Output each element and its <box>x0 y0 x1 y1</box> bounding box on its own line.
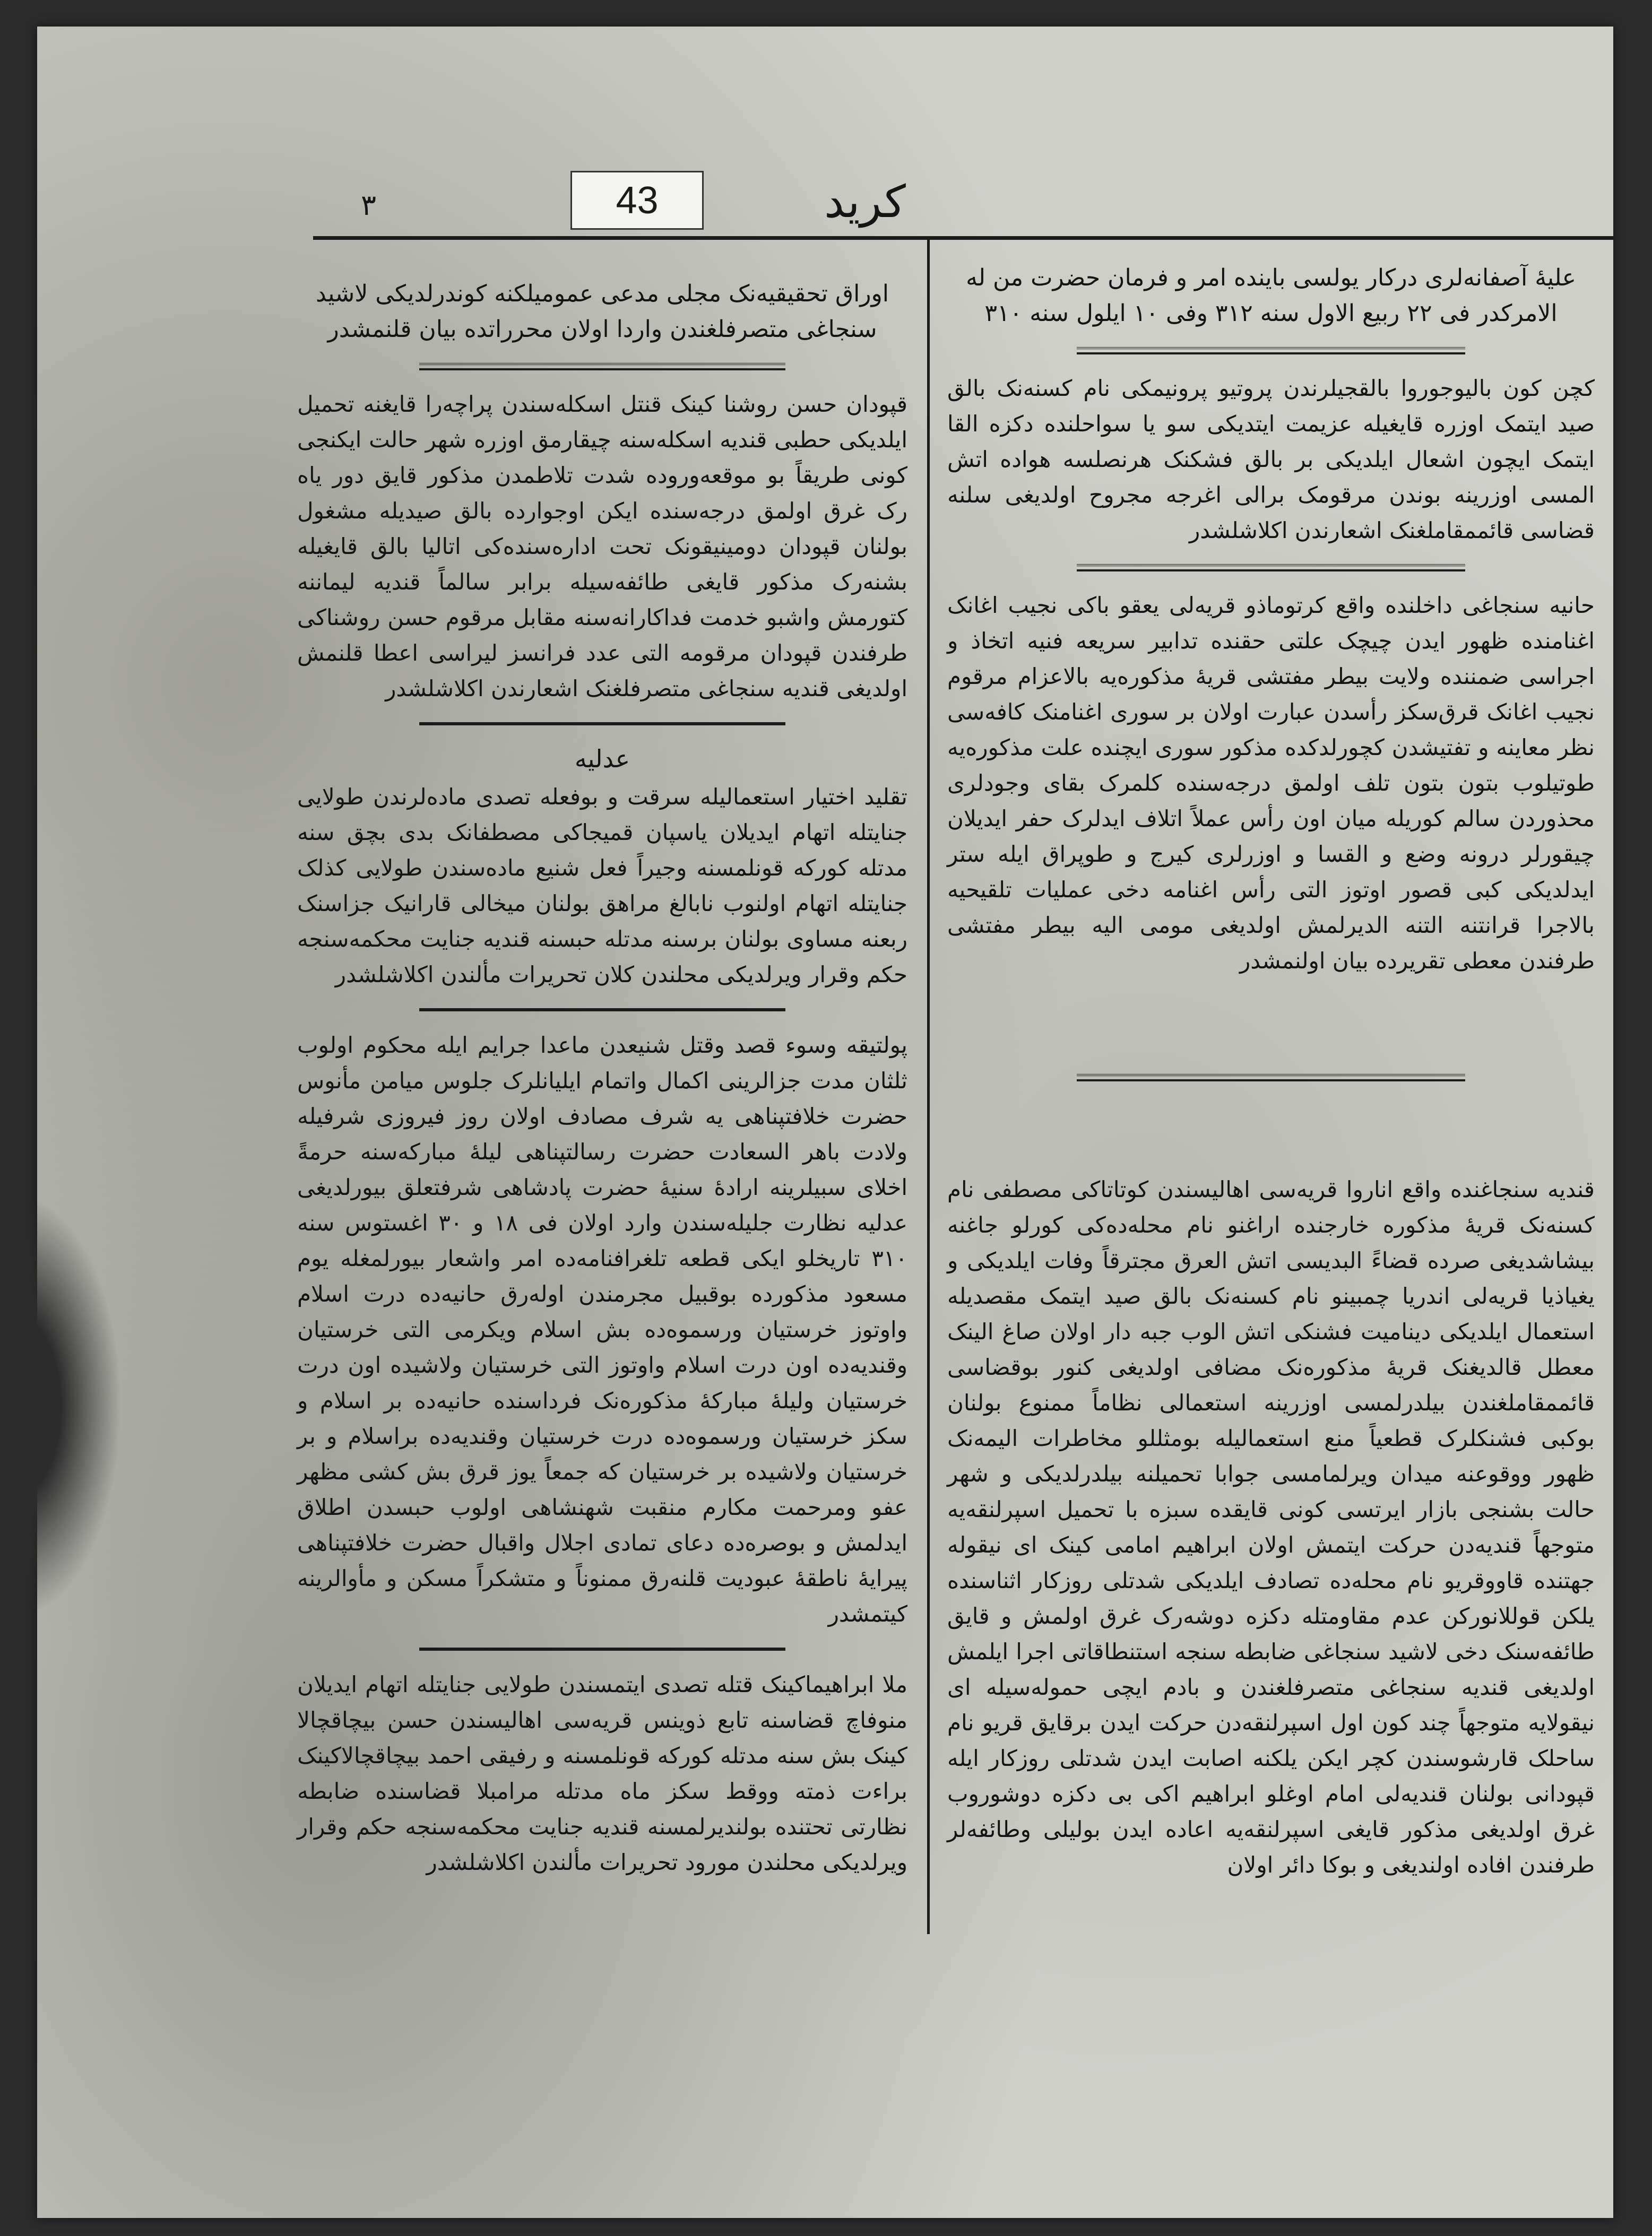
article-paragraph: حانیه سنجاغی داخلنده واقع کرتوماذو قریه‌لی یعقو باکی نجیب اغانک اغنامنده ظهور ایدن چیچک علتی حقنده تدابیر سریعه فنیه اتخاذ و اجراسی ضمننده ولایت بیطر مفتشی قریهٔ مذکوره‌یه بالاعزام مرقوم نجیب اغانک قرق‌سکز رأسدن عبارت اولان بر سوری اغنامنک کافه‌سی نظر معاینه و تفتیشدن کچورلدکده مذکور سوری ایچنده علت مذکوره‌یه طوتیلوب بتون بتون تلف اولمق درجه‌سنده کلمرک بقای وجودلری محذوردن سالم کوریله میان اون رأس عملاً اتلاف ایدلرک حفر ایدیلان چیقورلر درونه وضع و القسا و اوزرلری کیرج و طوپراق ایله ستر ایدلدیکی کبی قصور اوتوز التی رأس اغنامه دخی عملیات تلقیحیه بالاجرا قرانتنه التنه الدیرلمش اولدیغی مومی الیه بیطر مفتشی طرفندن معطی تقریرده بیان اولنمشدر <box>947 592 1595 974</box>
article-paragraph: قندیه سنجاغنده واقع اناروا قریه‌سی اهالیسندن کوتاتاکی مصطفی نام کسنه‌نک قریهٔ مذکوره خارجنده اراغنو نام محله‌ده‌کی کورلو جاغنه بیشاشدیغی صرده قضاءً البدیسی اتش العرق مجترقاً وفات ایلدیکی و یغیاذیا قریه‌لی اندریا چمبینو نام کسنه‌نک بالق صید ایتمک مقصدیله استعمال ایلدیکی دینامیت فشنکی اتش الوب جبه دار اولان صاغ الینک معطل قالدیغنک قریهٔ مذکوره‌نک مضافی اولدیغی کنور بوقضاسی قائممقاملغندن بیلدرلمسی اوزرینه استعمالی نظاماً ممنوع بولنان بوکبی فشنکلرک قطعیاً منع استعمالیله بومثللو مخاطرات الیمه‌نک ظهور ووقوعنه میدان ویرلمامسی جوابا تحمیلنه بیلدرلدیکی و شهر حالت بشنجی بازار ایرتسی کونی قایقده سبزه با تحمیل اسپرلنقه‌یه متوجهاً قندیه‌دن حرکت ایتمش اولان ابراهیم امامی کینک ای نیقوله جهتنده قاووقریو نام محله‌ده تصادف ایلدیکی شدتلی روزکار اثناسنده یلکن قوللانورکن عدم مقاومتله دکزه دوشه‌رک غرق اولمش و قایق طائفه‌سنک دخی لاشید سنجاغی ضابطه سنجه استنطاقاتی اجرا ایلمش اولدیغی قندیه سنجاغی متصرفلغندن و بادم ایچی حموله‌سیله ای نیقولایه متوجهاً چند کون اول اسپرلنقه‌دن حرکت ایدن برقایق قریو نام ساحلک قارشوسندن کچر ایکن یلکنه اصابت ایدن شدتلی روزکار ایله قپودانی بولنان قندیه‌لی امام اوغلو ابراهیم اکی بی دکزه دوشوروب غرق اولدیغی مذکور قایغی اسپرلنقه‌یه اعاده ایدن بولیلی وطائفه‌لر طرفندن افاده اولندیغی و بوکا دائر اولان <box>947 1176 1595 1878</box>
issue-page-number: ٣ <box>361 188 377 222</box>
left-column <box>297 276 907 1885</box>
masthead-title <box>732 170 998 233</box>
separator <box>1077 347 1465 354</box>
torn-edge <box>16 1194 122 1618</box>
page-number-label <box>570 171 704 230</box>
page-number-text: 43 <box>616 179 659 222</box>
header-rule <box>313 236 1613 240</box>
article-paragraph: تقلید اختیار استعمالیله سرقت و بوفعله تصدی ماده‌لرندن طولایی جنایتله اتهام ایدیلان یاسپان قمیجاکی مصطفانک بدی بچق سنه مدتله کورکه قونلمسنه وجیراً فعل شنیع ماده‌سندن طولایی کذلک جنایتله اتهام اولنوب نابالغ مراهق بولنان میخالی قارانیک جزاسنک ربعنه مساوی بولنان برسنه مدتله حبسنه قندیه جنایت محکمه‌سنجه حکم وقرار ویرلدیکی محلندن کلان تحریرات مألندن اکلاشلشدر <box>297 784 907 987</box>
article-paragraph: کچن کون بالیوجوروا بالقجیلرندن پروتیو پرونیمکی نام کسنه‌نک بالق صید ایتمک اوزره قایغیله عزیمت ایتدیکی سو یا سواحلنده دکزه القا ایتمک ایچون اشعال ایلدیکی بر بالق فشکنک هرنصلسه هواده اتش المسی اوزرینه بوندن مرقومک برالی اغرجه مجروح اولدیغی سلنه قضاسی قائممقاملغنک اشعارندن اکلاشلشدر <box>947 375 1595 543</box>
section-title-judiciary: عدلیه <box>574 744 630 773</box>
column-divider <box>927 236 930 1934</box>
right-column-headline: علیهٔ آصفانه‌لری درکار یولسی باینده امر و فرمان حضرت من له الامرکدر فی ٢٢ ربیع الاول سنه ٣١٢ وفی ١٠ ایلول سنه ٣١٠ <box>966 264 1576 327</box>
spacer <box>947 1097 1595 1172</box>
right-column <box>947 260 1595 1888</box>
separator <box>1077 564 1465 571</box>
separator <box>1077 1074 1465 1081</box>
article-paragraph: پولتیقه وسوء قصد وقتل شنیعدن ماعدا جرایم ایله محکوم اولوب ثلثان مدت جزالرینی اکمال واتمام ایلیانلرک جلوس میامن مأنوس حضرت خلافتپناهی یه شرف مصادف اولان روز فیروزی شرفیله ولادت باهر السعادت حضرت رسالتپناهی لیلهٔ مبارکه‌سنه حرمةً اخلای سبیلرینه ارادهٔ سنیهٔ حضرت پادشاهی شرفتعلق بیورلدیغی عدلیه نظارت جلیله‌سندن وارد اولان فی ١٨ و ٣٠ اغستوس سنه ٣١٠ تاریخلو ایکی قطعه تلغرافنامه‌ده امر واشعار بیورلمغله یوم مسعود مذکورده بوقبیل مجرمندن اوله‌رق حانیه‌ده درت اسلام واوتوز خرستیان ورسموه‌ده بش اسلام ویکرمی التی خرستیان وقندیه‌ده اون درت اسلام واوتوز التی خرستیان ولاشیده اون درت خرستیان ولیلهٔ مبارکهٔ مذکوره‌نک فرداسنده حانیه‌ده بر اسلام و سکز خرستیان ورسموه‌ده درت خرستیان وقندیه‌ده براسلام و بر خرستیان ولاشیده بر خرستیان که جمعاً یوز قرق بش کشی مظهر عفو ومرحمت مکارم منقبت شهنشاهی اولوب حبسدن اطلاق ایدلمش و بوصره‌ده دعای تمادی اجلال واقبال حضرت خلافتپناهی پیرایهٔ ناطقهٔ عبودیت قلنه‌رق ممنوناً و متشکراً مسکن و مأوالرینه کیتمشدر <box>297 1032 907 1627</box>
spacer <box>947 984 1595 1058</box>
separator <box>419 363 785 370</box>
article-paragraph: قپودان حسن روشنا کینک قنتل اسکله‌سندن پراچه‌را قایغنه تحمیل ایلدیکی حطبی قندیه اسکله‌سنه چیقارمق اوزره شهر حالت ایکنجی کونی طریقاً بو موقعه‌وروده شدت تلاطمدن مذکور قایق دور یاه رک غرق اولمق درجه‌سنده ایکن اوجوارده بالق صیدیله مشغول بولنان قپودان دومینیقونک تحت اداره‌سنده‌کی اتالیا بالق قایغیله بشنه‌رک مذکور قایغی طائفه‌سیله برابر سالماً قندیه لیماننه کتورمش واشبو خدمت فداکارانه‌سنه مقابل مرقوم حسن روشناکی طرفندن قپودان مرقومه التی عدد فرانسز لیراسی اعطا قلنمش اولدیغی قندیه سنجاغی متصرفلغنک اشعارندن اکلاشلشدر <box>297 391 907 701</box>
masthead-text: کرید <box>824 176 906 228</box>
separator <box>419 1648 785 1651</box>
left-column-headline: اوراق تحقیقیه‌نک مجلی مدعی عمومیلکنه کوندرلدیکی لاشید سنجاغی متصرفلغندن واردا اولان محرراتده بیان قلنمشدر <box>315 280 889 343</box>
separator <box>419 722 785 725</box>
article-paragraph: ملا ابراهیماکینک قتله تصدی ایتمسندن طولایی جنایتله اتهام ایدیلان منوفاچ قضاسنه تابع ذوینس قریه‌سی اهالیسندن حسن بیچاقچالا کینک بش سنه مدتله کورکه قونلمسنه و رفیقی احمد بیچاقچالاکینک براءت ذمته ووقط سکز ماه مدتله مرامبلا قضاسنده ضابطه نظارتی تحتنده بولندیرلمسنه قندیه جنایت محکمه‌سنجه حکم وقرار ویرلدیکی محلندن مورود تحریرات مألندن اکلاشلشدر <box>297 1671 907 1875</box>
separator <box>419 1008 785 1011</box>
